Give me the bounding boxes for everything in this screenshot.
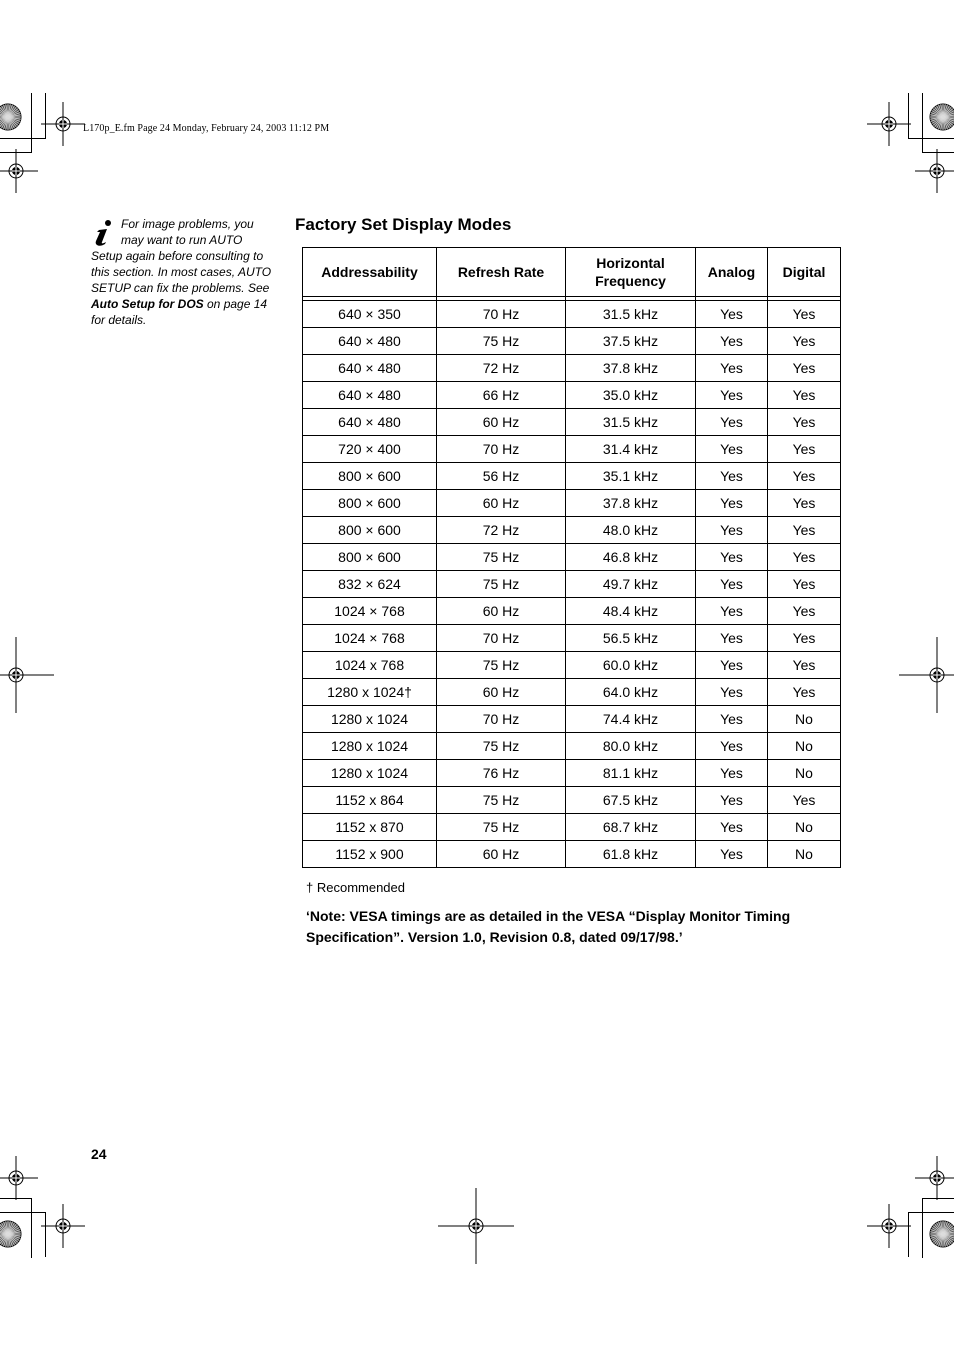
cell-digital: Yes xyxy=(768,787,841,814)
sunburst-print-target-icon xyxy=(0,1220,22,1248)
table-row xyxy=(303,355,841,382)
cell-digital: Yes xyxy=(768,625,841,652)
cell-refresh-rate: 70 Hz xyxy=(437,625,566,652)
cell-horizontal-frequency: 31.5 kHz xyxy=(566,409,696,436)
cell-addressability: 800 × 600 xyxy=(303,463,437,490)
table-row xyxy=(303,598,841,625)
cell-analog: Yes xyxy=(696,409,768,436)
cell-refresh-rate: 75 Hz xyxy=(437,571,566,598)
cell-analog: Yes xyxy=(696,814,768,841)
cell-refresh-rate: 56 Hz xyxy=(437,463,566,490)
cell-digital: Yes xyxy=(768,463,841,490)
cell-digital: No xyxy=(768,760,841,787)
cell-refresh-rate: 60 Hz xyxy=(437,490,566,517)
crosshair-registration-mark-icon xyxy=(41,102,85,146)
note-text-part2: on page 14 for details. xyxy=(91,297,268,327)
cell-addressability: 1280 x 1024 xyxy=(303,760,437,787)
cell-horizontal-frequency: 80.0 kHz xyxy=(566,733,696,760)
crosshair-registration-mark-icon xyxy=(41,1204,85,1248)
crosshair-registration-mark-icon xyxy=(0,637,54,713)
cell-refresh-rate: 75 Hz xyxy=(437,787,566,814)
cell-horizontal-frequency: 67.5 kHz xyxy=(566,787,696,814)
cell-horizontal-frequency: 35.0 kHz xyxy=(566,382,696,409)
table-row xyxy=(303,841,841,868)
cell-refresh-rate: 75 Hz xyxy=(437,544,566,571)
table-row xyxy=(303,490,841,517)
cell-refresh-rate: 75 Hz xyxy=(437,652,566,679)
crosshair-registration-mark-icon xyxy=(867,102,911,146)
crop-line xyxy=(45,1212,46,1257)
table-row xyxy=(303,652,841,679)
cell-addressability: 1280 x 1024† xyxy=(303,679,437,706)
table-row xyxy=(303,328,841,355)
table-header-row xyxy=(303,248,841,297)
sunburst-print-target-icon xyxy=(929,103,954,131)
cell-addressability: 640 × 480 xyxy=(303,382,437,409)
crop-line xyxy=(908,1212,909,1257)
cell-analog: Yes xyxy=(696,760,768,787)
table-row xyxy=(303,706,841,733)
cell-digital: Yes xyxy=(768,409,841,436)
column-header-addressability: Addressability xyxy=(303,248,437,297)
cell-refresh-rate: 60 Hz xyxy=(437,598,566,625)
section-title: Factory Set Display Modes xyxy=(295,215,512,234)
crosshair-registration-mark-icon xyxy=(0,1156,38,1200)
table-row xyxy=(303,787,841,814)
cell-analog: Yes xyxy=(696,679,768,706)
cell-digital: Yes xyxy=(768,517,841,544)
cell-analog: Yes xyxy=(696,787,768,814)
crop-line xyxy=(908,138,954,139)
crop-line xyxy=(0,1212,46,1213)
column-header-refresh-rate: Refresh Rate xyxy=(437,248,566,297)
cell-analog: Yes xyxy=(696,517,768,544)
table-row xyxy=(303,409,841,436)
cell-refresh-rate: 70 Hz xyxy=(437,436,566,463)
cell-refresh-rate: 75 Hz xyxy=(437,328,566,355)
cell-addressability: 1152 x 900 xyxy=(303,841,437,868)
table-row xyxy=(303,301,841,328)
table-row xyxy=(303,463,841,490)
table-row xyxy=(303,814,841,841)
cell-addressability: 1024 × 768 xyxy=(303,598,437,625)
cell-refresh-rate: 60 Hz xyxy=(437,679,566,706)
cell-addressability: 1024 × 768 xyxy=(303,625,437,652)
crop-line xyxy=(922,93,923,153)
cell-addressability: 1280 x 1024 xyxy=(303,733,437,760)
cell-refresh-rate: 72 Hz xyxy=(437,517,566,544)
cell-analog: Yes xyxy=(696,841,768,868)
cell-horizontal-frequency: 31.4 kHz xyxy=(566,436,696,463)
column-header-digital: Digital xyxy=(768,248,841,297)
cell-horizontal-frequency: 37.8 kHz xyxy=(566,355,696,382)
cell-refresh-rate: 66 Hz xyxy=(437,382,566,409)
cell-addressability: 1280 x 1024 xyxy=(303,706,437,733)
cell-addressability: 832 × 624 xyxy=(303,571,437,598)
crop-line xyxy=(922,1198,954,1199)
crop-line xyxy=(0,1198,31,1199)
crosshair-registration-mark-icon xyxy=(915,1156,954,1200)
cell-addressability: 640 × 480 xyxy=(303,328,437,355)
table-row xyxy=(303,436,841,463)
column-header-horizontal-frequency xyxy=(566,248,696,297)
cell-refresh-rate: 75 Hz xyxy=(437,733,566,760)
sunburst-print-target-icon xyxy=(0,103,22,131)
info-italic-i-icon xyxy=(91,218,117,246)
cell-horizontal-frequency: 61.8 kHz xyxy=(566,841,696,868)
cell-horizontal-frequency: 48.4 kHz xyxy=(566,598,696,625)
crosshair-registration-mark-icon xyxy=(915,149,954,193)
column-header-analog: Analog xyxy=(696,248,768,297)
cell-horizontal-frequency: 74.4 kHz xyxy=(566,706,696,733)
crop-line xyxy=(45,93,46,138)
table-row xyxy=(303,760,841,787)
cell-analog: Yes xyxy=(696,436,768,463)
cell-horizontal-frequency: 31.5 kHz xyxy=(566,301,696,328)
cell-analog: Yes xyxy=(696,301,768,328)
cell-horizontal-frequency: 37.8 kHz xyxy=(566,490,696,517)
cell-horizontal-frequency: 49.7 kHz xyxy=(566,571,696,598)
cell-digital: Yes xyxy=(768,571,841,598)
cell-refresh-rate: 60 Hz xyxy=(437,841,566,868)
cell-digital: Yes xyxy=(768,382,841,409)
cell-digital: No xyxy=(768,841,841,868)
cell-horizontal-frequency: 56.5 kHz xyxy=(566,625,696,652)
page-number: 24 xyxy=(91,1146,107,1162)
cell-analog: Yes xyxy=(696,652,768,679)
sidebar-note xyxy=(91,216,277,328)
cell-analog: Yes xyxy=(696,328,768,355)
crosshair-registration-mark-icon xyxy=(867,1204,911,1248)
cell-refresh-rate: 75 Hz xyxy=(437,814,566,841)
note-link-auto-setup-dos[interactable]: Auto Setup for DOS xyxy=(91,297,204,311)
cell-digital: No xyxy=(768,814,841,841)
table-row xyxy=(303,679,841,706)
table-row xyxy=(303,625,841,652)
cell-analog: Yes xyxy=(696,598,768,625)
cell-horizontal-frequency: 64.0 kHz xyxy=(566,679,696,706)
crop-line xyxy=(0,138,46,139)
cell-addressability: 800 × 600 xyxy=(303,490,437,517)
cell-refresh-rate: 70 Hz xyxy=(437,706,566,733)
cell-addressability: 1152 x 870 xyxy=(303,814,437,841)
cell-horizontal-frequency: 68.7 kHz xyxy=(566,814,696,841)
cell-digital: Yes xyxy=(768,301,841,328)
crop-line xyxy=(31,1198,32,1258)
crop-line xyxy=(31,93,32,153)
crop-line xyxy=(0,152,31,153)
cell-horizontal-frequency: 35.1 kHz xyxy=(566,463,696,490)
file-stamp: L170p_E.fm Page 24 Monday, February 24, 2003 11:12 PM xyxy=(83,123,330,134)
cell-digital: Yes xyxy=(768,679,841,706)
cell-addressability: 640 × 350 xyxy=(303,301,437,328)
table-row xyxy=(303,544,841,571)
crosshair-registration-mark-icon xyxy=(0,149,38,193)
cell-analog: Yes xyxy=(696,463,768,490)
crop-line xyxy=(922,1198,923,1258)
cell-addressability: 640 × 480 xyxy=(303,409,437,436)
sunburst-print-target-icon xyxy=(929,1220,954,1248)
cell-horizontal-frequency: 37.5 kHz xyxy=(566,328,696,355)
table-row xyxy=(303,571,841,598)
footnote-recommended: † Recommended xyxy=(306,880,405,895)
cell-addressability: 1152 x 864 xyxy=(303,787,437,814)
cell-analog: Yes xyxy=(696,706,768,733)
display-modes-table xyxy=(302,247,841,868)
vesa-timing-note: ‘Note: VESA timings are as detailed in the VESA “Display Monitor Timing Specification”. Version 1.0, Revision 0.8, dated 09/17/98.’ xyxy=(306,908,791,945)
cell-refresh-rate: 60 Hz xyxy=(437,409,566,436)
cell-digital: Yes xyxy=(768,436,841,463)
cell-digital: Yes xyxy=(768,652,841,679)
table-row xyxy=(303,733,841,760)
cell-addressability: 640 × 480 xyxy=(303,355,437,382)
cell-refresh-rate: 70 Hz xyxy=(437,301,566,328)
cell-analog: Yes xyxy=(696,571,768,598)
cell-addressability: 800 × 600 xyxy=(303,517,437,544)
cell-addressability: 720 × 400 xyxy=(303,436,437,463)
cell-analog: Yes xyxy=(696,544,768,571)
cell-horizontal-frequency: 48.0 kHz xyxy=(566,517,696,544)
cell-refresh-rate: 76 Hz xyxy=(437,760,566,787)
cell-horizontal-frequency: 46.8 kHz xyxy=(566,544,696,571)
crosshair-registration-mark-icon xyxy=(899,637,954,713)
cell-digital: No xyxy=(768,733,841,760)
table-row xyxy=(303,382,841,409)
cell-digital: Yes xyxy=(768,490,841,517)
crop-line xyxy=(922,152,954,153)
cell-analog: Yes xyxy=(696,490,768,517)
horizontal-frequency-label: Horizontal Frequency xyxy=(595,255,666,289)
cell-digital: Yes xyxy=(768,598,841,625)
cell-analog: Yes xyxy=(696,733,768,760)
cell-analog: Yes xyxy=(696,355,768,382)
crop-line xyxy=(908,1212,954,1213)
cell-refresh-rate: 72 Hz xyxy=(437,355,566,382)
cell-analog: Yes xyxy=(696,382,768,409)
cell-digital: Yes xyxy=(768,544,841,571)
crosshair-registration-mark-icon xyxy=(438,1188,514,1264)
cell-horizontal-frequency: 60.0 kHz xyxy=(566,652,696,679)
cell-addressability: 1024 x 768 xyxy=(303,652,437,679)
cell-addressability: 800 × 600 xyxy=(303,544,437,571)
note-text-part1: For image problems, you may want to run AUTO Setup again before consulting to this section. In most cases, AUTO SETUP can fix the problems. See xyxy=(91,217,272,295)
cell-digital: No xyxy=(768,706,841,733)
cell-digital: Yes xyxy=(768,355,841,382)
cell-analog: Yes xyxy=(696,625,768,652)
crop-line xyxy=(908,93,909,138)
table-row xyxy=(303,517,841,544)
cell-digital: Yes xyxy=(768,328,841,355)
cell-horizontal-frequency: 81.1 kHz xyxy=(566,760,696,787)
